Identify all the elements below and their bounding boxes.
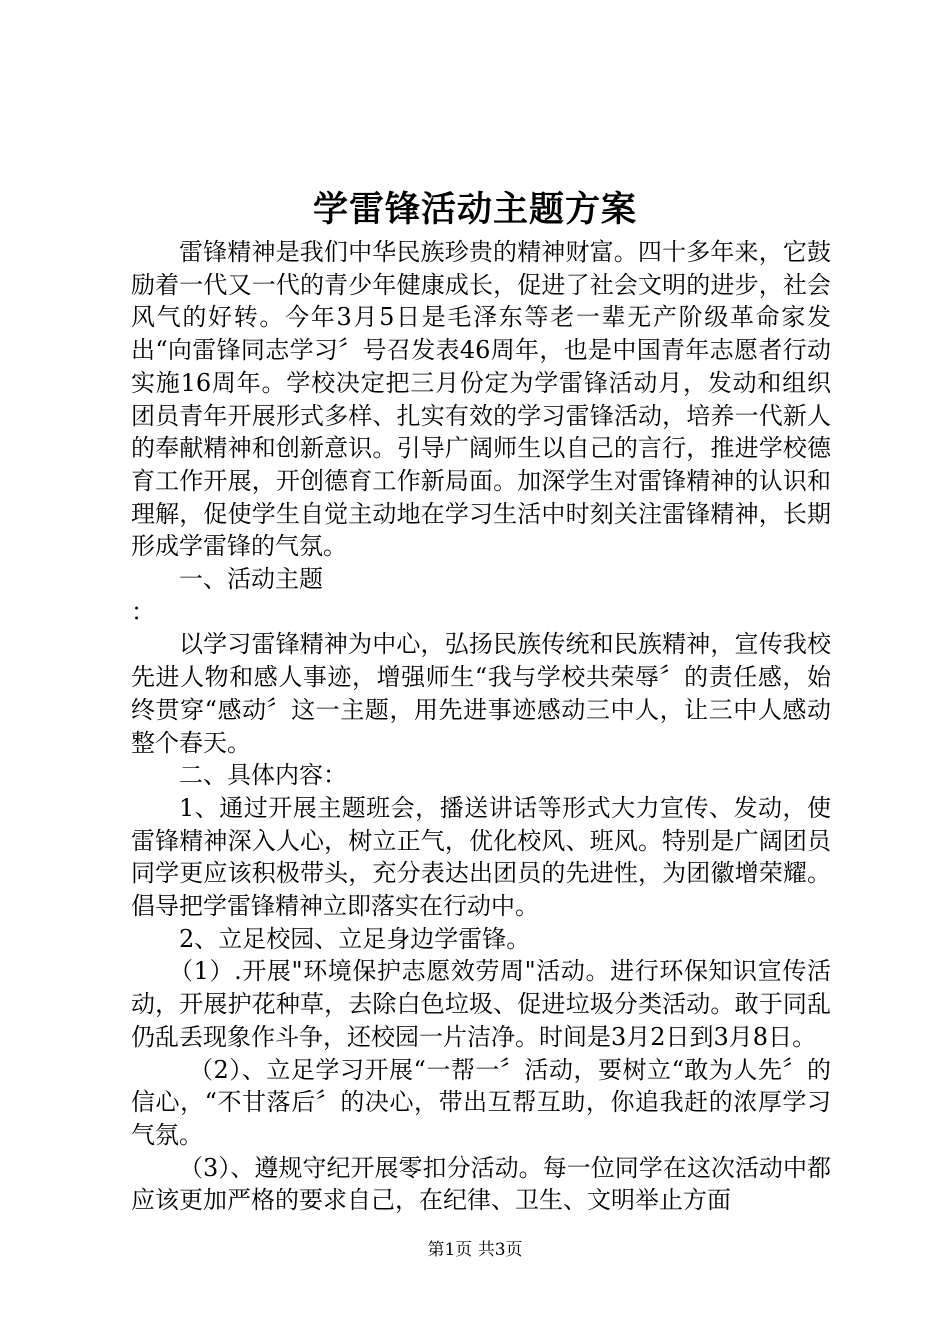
heading-activity-theme: 一、活动主题	[179, 565, 323, 594]
paragraph-intro: 雷锋精神是我们中华民族珍贵的精神财富。四十多年来，它鼓励着一代又一代的青少年健康成长，促进了社会文明的进步，社会风气的好转。今年3月5日是毛泽东等老一辈无产阶级革命家发出“向雷锋同志学习〞号召发表46周年，也是中国青年志愿者行动实施16周年。学校决定把三月份定为学雷锋活动月，发动和组织团员青年开展形式多样、扎实有效的学习雷锋活动，培养一代新人的奉献精神和创新意识。引导广阔师生以自己的言行，推进学校德育工作开展，开创德育工作新局面。加深学生对雷锋精神的认识和理解，促使学生自觉主动地在学习生活中时刻关注雷锋精神，长期形成学雷锋的气氛。	[131, 238, 831, 561]
paragraph-item-2: 2、立足校园、立足身边学雷锋。	[179, 924, 531, 953]
paragraph-colon: ：	[131, 597, 155, 626]
paragraph-theme: 以学习雷锋精神为中心，弘扬民族传统和民族精神，宣传我校先进人物和感人事迹，增强师生“我与学校共荣辱〞的责任感，始终贯穿“感动〞这一主题，用先进事迹感动三中人，让三中人感动整个春天。	[131, 630, 831, 757]
paragraph-subitem-3: （3）、遵规守纪开展零扣分活动。每一位同学在这次活动中都应该更加严格的要求自己，在纪律、卫生、文明举止方面	[131, 1153, 831, 1215]
heading-specific-content: 二、具体内容：	[179, 761, 347, 790]
paragraph-item-1: 1、通过开展主题班会，播送讲话等形式大力宣传、发动，使雷锋精神深入人心，树立正气，优化校风、班风。特别是广阔团员同学更应该积极带头，充分表达出团员的先进性，为团徽增荣耀。倡导把学雷锋精神立即落实在行动中。	[131, 793, 831, 921]
document-title: 学雷锋活动主题方案	[312, 189, 637, 230]
page-number-footer: 第1页 共3页	[427, 1240, 523, 1260]
paragraph-subitem-2: （2）、立足学习开展“一帮一〞活动，要树立“敢为人先〞的信心，“不甘落后〞的决心，带出互帮互助，你追我赶的浓厚学习气氛。	[131, 1055, 831, 1149]
paragraph-subitem-1: （1）.开展"环境保护志愿效劳周"活动。进行环保知识宣传活动，开展护花种草，去除白色垃圾、促进垃圾分类活动。敢于同乱仍乱丢现象作斗争，还校园一片洁净。时间是3月2日到3月8日。	[131, 957, 831, 1051]
document-body	[131, 236, 831, 1217]
